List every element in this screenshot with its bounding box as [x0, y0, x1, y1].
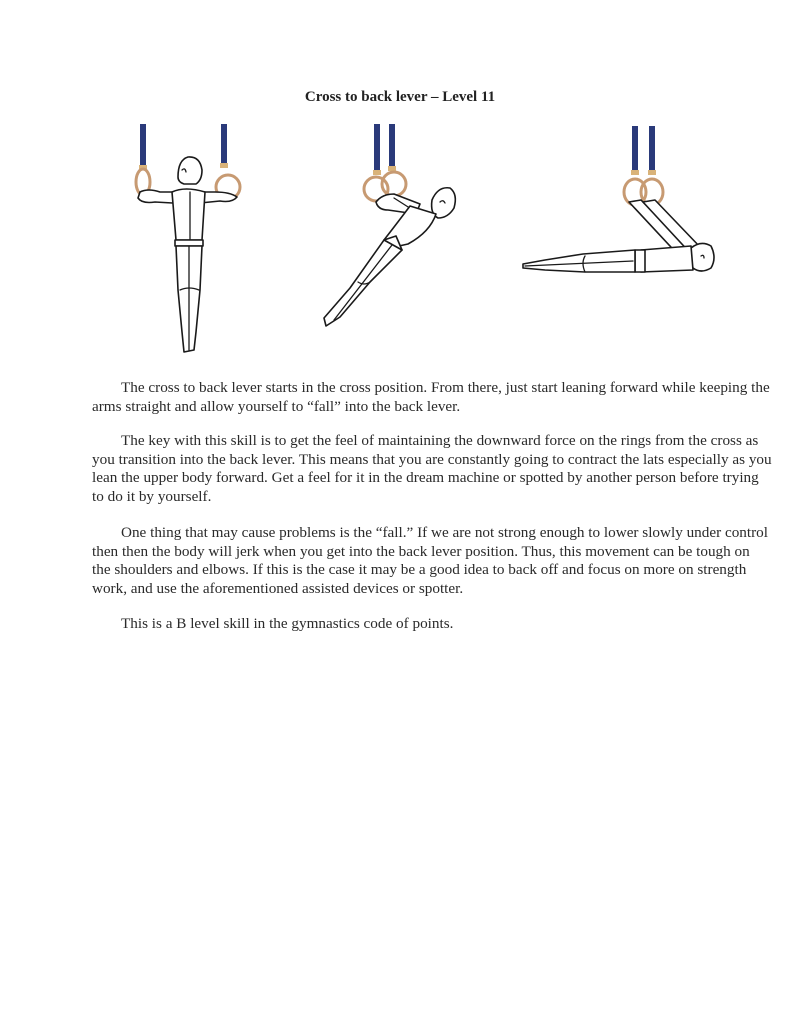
page-title: Cross to back lever – Level 11 — [304, 89, 496, 105]
paragraph-key-technique: The key with this skill is to get the feel of maintaining the downward force on the rings from the cross as you transition into the back lever. This means that you are constantly going to contract the lats especially as you lean the upper body forward. Get a feel for it in the dream machine or spotted by another person before trying to do it by yourself. — [92, 432, 772, 505]
right-strap — [389, 124, 395, 166]
left-strap — [374, 124, 380, 170]
right-strap — [221, 124, 227, 164]
left-strap — [632, 126, 638, 170]
paragraph-skill-level: This is a B level skill in the gymnastics code of points. — [121, 615, 454, 632]
left-strap — [140, 124, 146, 166]
transition-illustration — [310, 122, 470, 334]
back-lever-illustration — [515, 122, 725, 277]
right-strap — [649, 126, 655, 170]
iron-cross-illustration — [120, 122, 270, 358]
paragraph-intro: The cross to back lever starts in the cross position. From there, just start leaning forward while keeping the arms straight and allow yourself to “fall” into the back lever. — [92, 379, 770, 415]
paragraph-problems: One thing that may cause problems is the “fall.” If we are not strong enough to lower slowly under control then then the body will jerk when you get into the back lever position. Thus, this movement can be tough on the shoulders and elbows. If this is the case it may be a good idea to back off and focus on more on strength work, and use the aforementioned assisted devices or spotter. — [92, 524, 768, 597]
